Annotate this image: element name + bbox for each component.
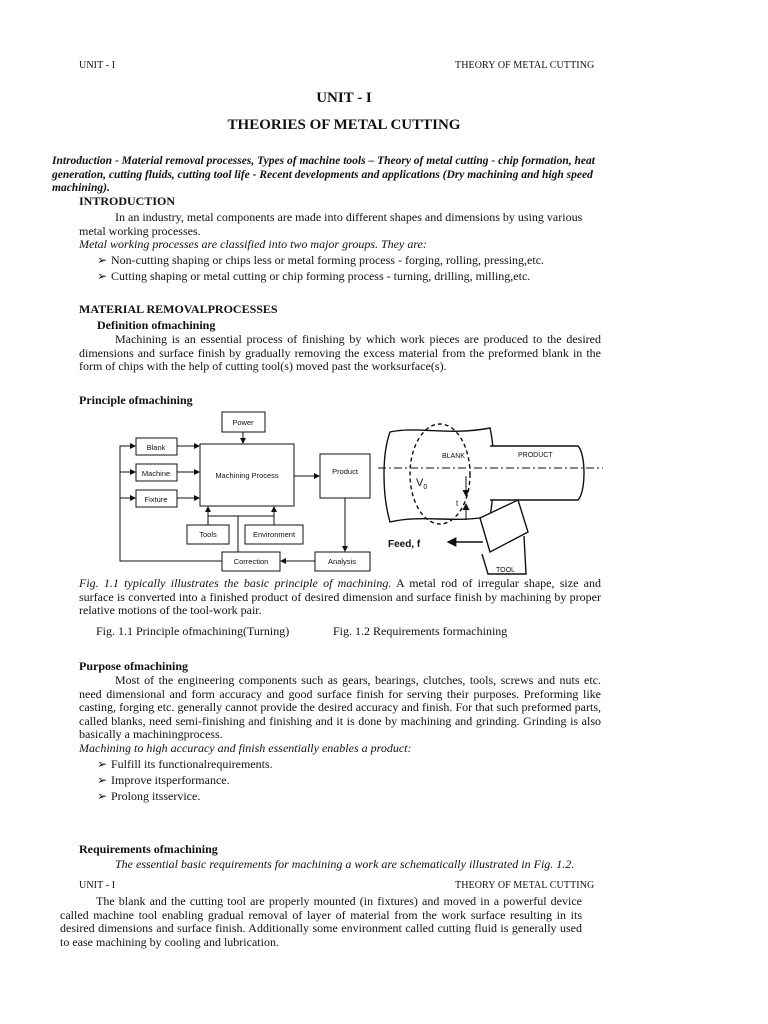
machining-process-label: Machining Process	[215, 471, 279, 480]
product-label-2: PRODUCT	[518, 452, 553, 459]
blank-label: Blank	[146, 443, 166, 452]
product-label: Product	[332, 467, 358, 476]
figure-description-text: A metal rod of irregular shape, size and surface is converted into a finished product of desired dimension and surface finish by machining by proper relative motions of the tool-work pair.	[79, 576, 601, 617]
introduction-paragraph: In an industry, metal components are made into different shapes and dimensions by using various metal working processes.	[79, 210, 583, 238]
machine-label: Machine	[141, 469, 171, 478]
running-header-left-2: UNIT - I	[79, 880, 116, 891]
fixture-label: Fixture	[144, 495, 168, 504]
bullet-cutting	[97, 268, 530, 284]
principle-block-diagram	[115, 408, 375, 578]
material-removal-heading: MATERIAL REMOVALPROCESSES	[79, 302, 278, 316]
final-paragraph: The blank and the cutting tool are properly mounted (in fixtures) and moved in a powerful device called machine tool enabling gradual removal of layer of material from the work surface resulting in its desired dimensions and surface finish. Additionally some environment called cutting fluid is generally used to ease machining by cooling and lubrication.	[60, 894, 582, 949]
environment-label: Environment	[252, 530, 296, 539]
depth-of-cut-label: t	[456, 499, 459, 508]
analysis-label: Analysis	[328, 557, 356, 566]
purpose-paragraph: Most of the engineering components such as gears, bearings, clutches, tools, screws and nuts etc. need dimensional and form accuracy and good surface finish for serving their purposes. Preforming like casting, forging etc. generally cannot provide the desired accuracy and finish. For that such preformed parts, called blanks, need semi-finishing and finishing and it is done by machining and grinding. Grinding is also basically a machiningprocess.	[79, 673, 601, 741]
purpose-heading: Purpose ofmachining	[79, 659, 189, 673]
blank-label-2: BLANK	[442, 453, 465, 460]
classification-sentence: Metal working processes are classified into two major groups. They are:	[79, 237, 427, 251]
figure-description	[79, 577, 601, 618]
bullet-fulfill	[97, 756, 273, 772]
figure-description-italic: Fig. 1.1 typically illustrates the basic principle of machining.	[79, 576, 392, 590]
bullet-non-cutting	[97, 252, 544, 268]
running-header-left: UNIT - I	[79, 60, 116, 71]
blank-workpiece	[384, 428, 494, 522]
product-box	[320, 454, 370, 498]
requirements-sentence: The essential basic requirements for machining a work are schematically illustrated in Fig. 1.2.	[115, 857, 575, 871]
feed-label: Feed, f	[388, 539, 421, 550]
definition-paragraph: Machining is an essential process of finishing by which work pieces are produced to the desired dimensions and surface finish by gradually removing the excess material from the preformed blank in the form of chips with the help of cutting tool(s) moved past the worksurface(s).	[79, 332, 601, 373]
running-header-right-2: THEORY OF METAL CUTTING	[455, 880, 595, 891]
tools-label: Tools	[199, 530, 217, 539]
figure-caption-1: Fig. 1.1 Principle ofmachining(Turning)	[96, 624, 290, 638]
principle-heading: Principle ofmachining	[79, 393, 193, 407]
running-header-right: THEORY OF METAL CUTTING	[455, 60, 595, 71]
bullet-text: Fulfill its functionalrequirements.	[111, 757, 273, 771]
requirements-heading: Requirements ofmachining	[79, 842, 218, 856]
page-title: THEORIES OF METAL CUTTING	[227, 117, 461, 133]
tool-label: TOOL	[496, 567, 515, 574]
bullet-improve	[97, 772, 230, 788]
figure-caption-2: Fig. 1.2 Requirements formachining	[333, 624, 508, 638]
syllabus-text: Introduction - Material removal processes, Types of machine tools – Theory of metal cutting - chip formation, heat generation, cutting fluids, cutting tool life - Recent developments and applications (Dry machining and high speed machining).	[52, 155, 595, 194]
bullet-text: Cutting shaping or metal cutting or chip forming process - turning, drilling, milling,etc.	[111, 269, 531, 283]
bullet-arrow-icon: ➢	[97, 773, 108, 787]
unit-title: UNIT - I	[316, 90, 372, 106]
bullet-text: Improve itsperformance.	[111, 773, 230, 787]
bullet-arrow-icon: ➢	[97, 757, 108, 771]
purpose-italic-sentence: Machining to high accuracy and finish essentially enables a product:	[79, 741, 412, 755]
bullet-text: Non-cutting shaping or chips less or metal forming process - forging, rolling, pressing,etc.	[111, 253, 545, 267]
power-label: Power	[232, 418, 254, 427]
bullet-arrow-icon: ➢	[97, 269, 108, 283]
definition-heading: Definition ofmachining	[97, 318, 216, 332]
cutting-velocity-label: $V_0$	[416, 477, 428, 491]
bullet-arrow-icon: ➢	[97, 253, 108, 267]
bullet-arrow-icon: ➢	[97, 789, 108, 803]
bullet-text: Prolong itsservice.	[111, 789, 201, 803]
correction-label: Correction	[233, 557, 269, 566]
turning-illustration	[378, 414, 603, 576]
bullet-prolong	[97, 788, 200, 804]
introduction-heading: INTRODUCTION	[79, 194, 176, 208]
